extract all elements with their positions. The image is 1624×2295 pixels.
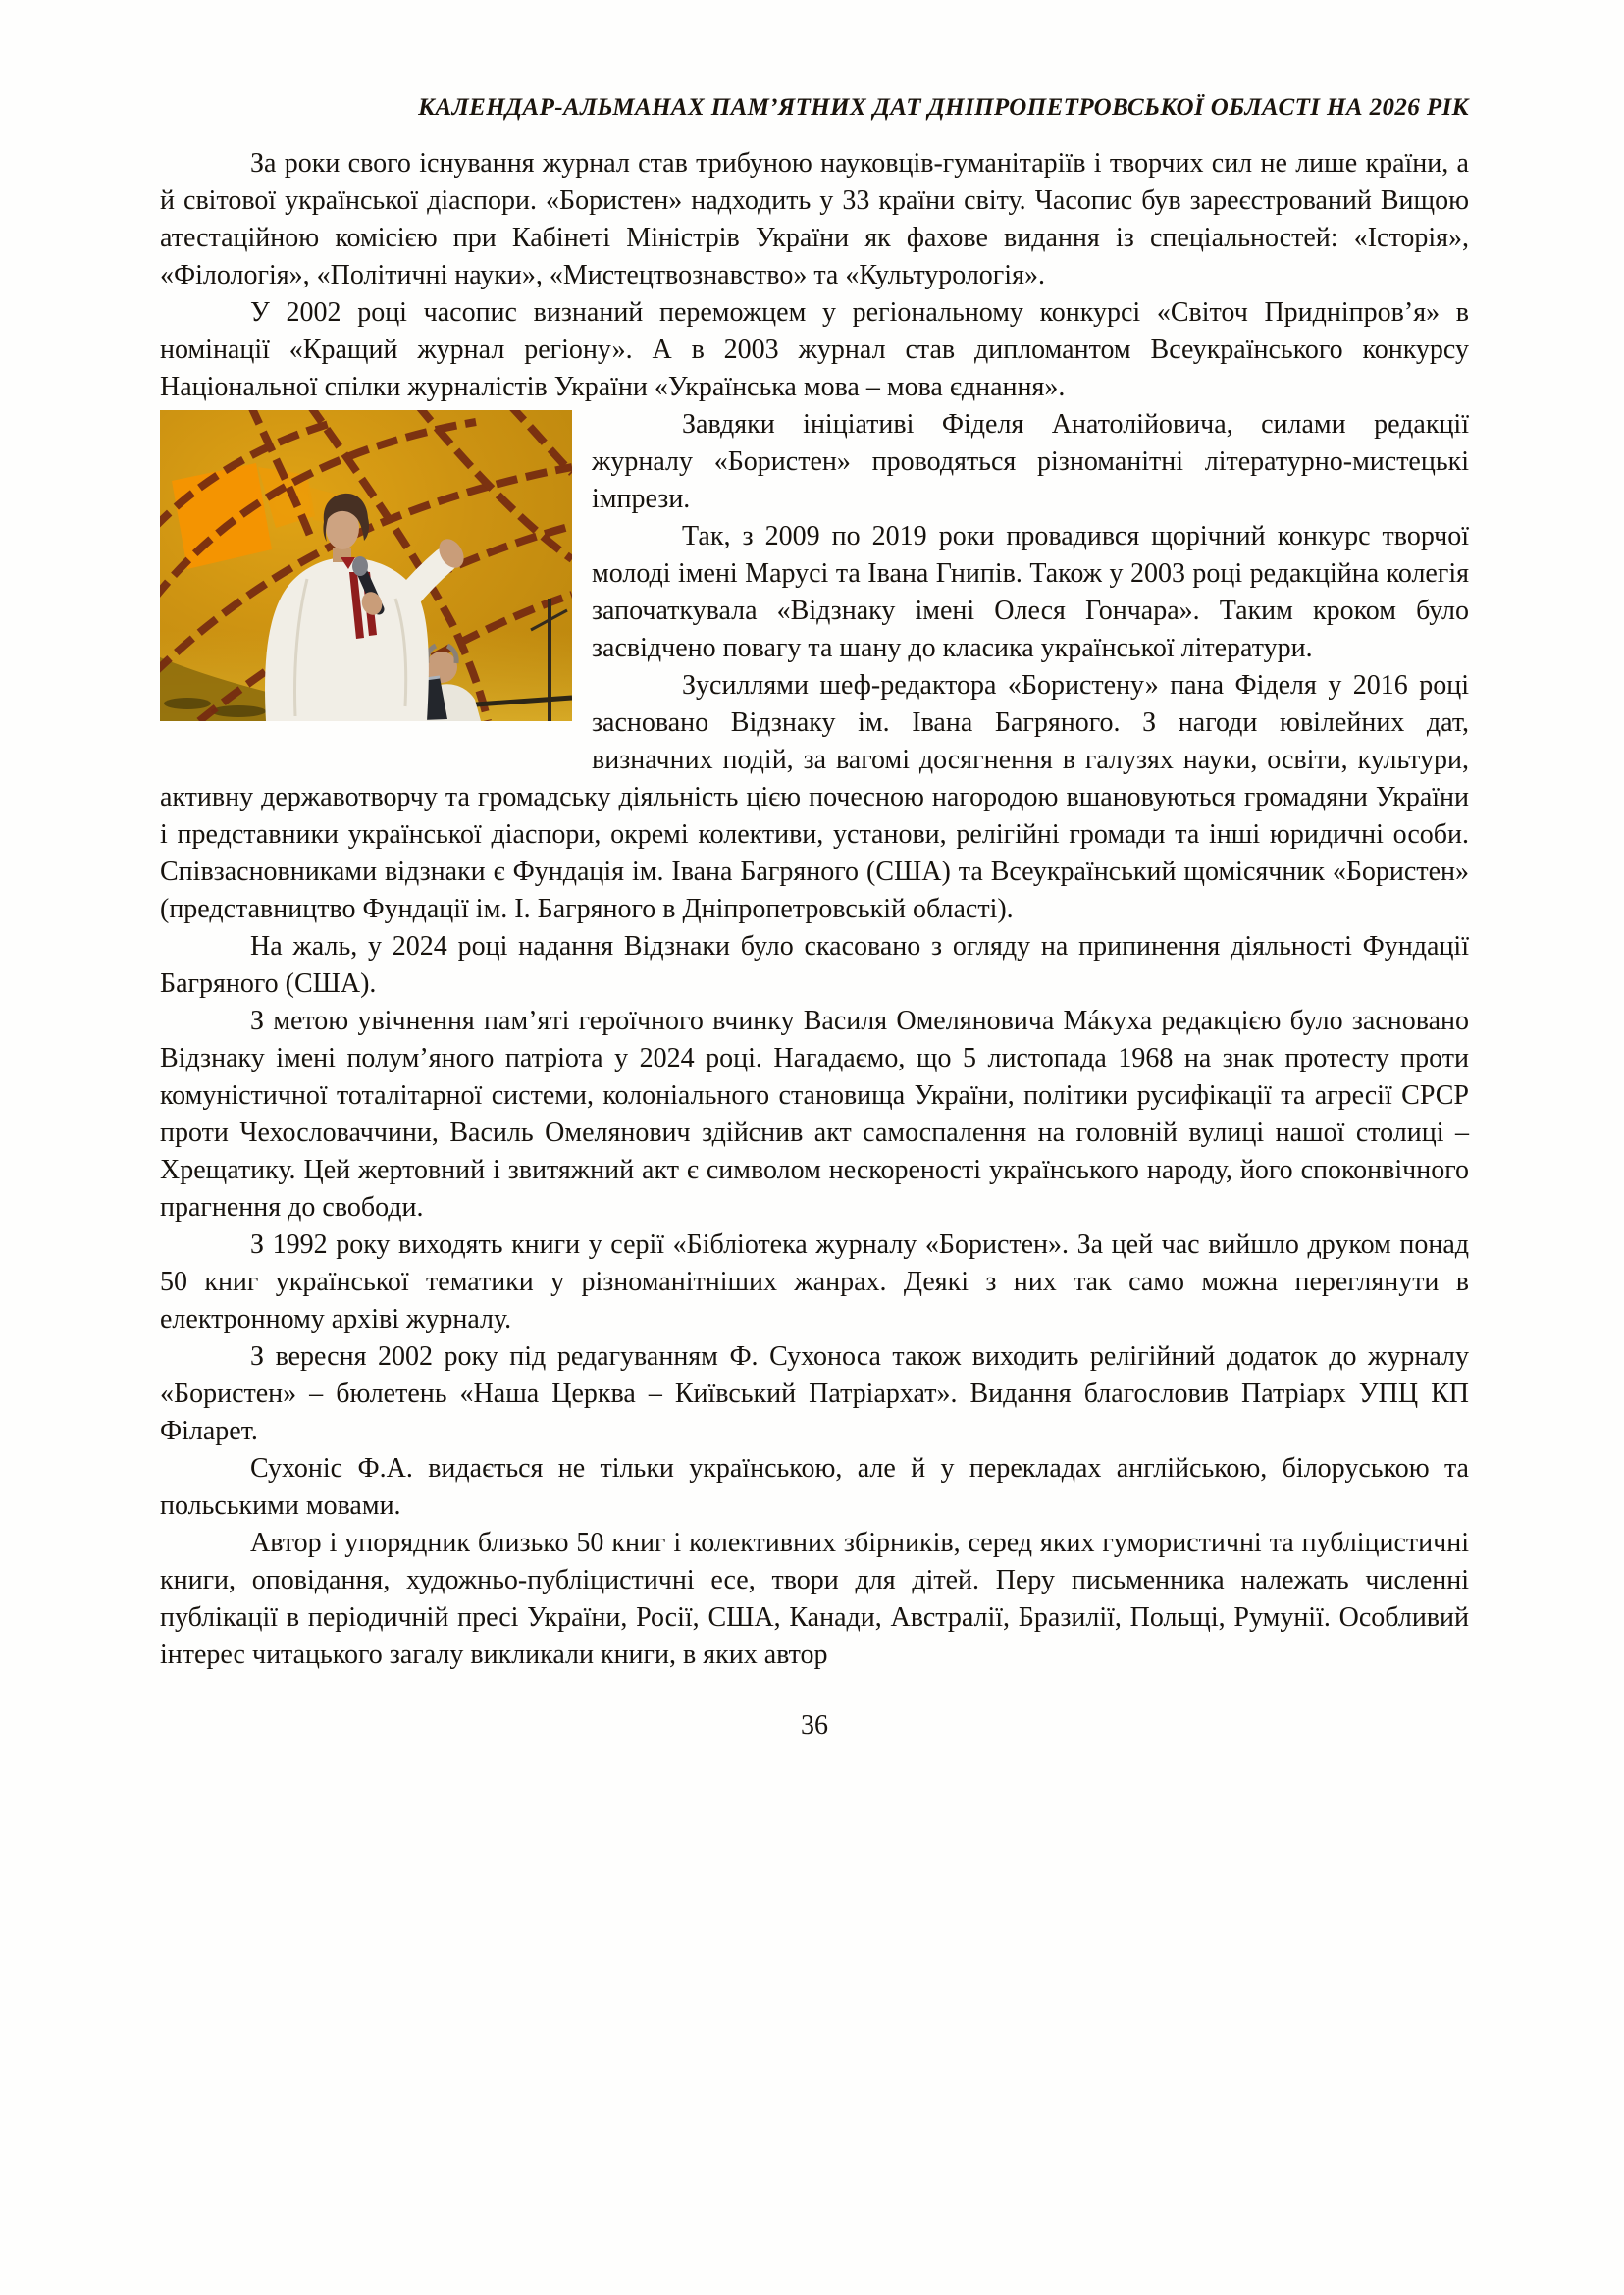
stage-photo-illustration — [160, 410, 572, 721]
paragraph: Зусиллями шеф-редактора «Бористену» пана Фіделя у 2016 році засновано Відзнаку ім. Івана Багряного. З нагоди ювілейних дат, визначних подій, за вагомі досягнення в галузях науки, освіти, культури, активну державотворчу та громадську діяльність цією почесною нагородою вшановуються громадяни України і представники української діаспори, окремі колективи, установи, релігійні громади та інші юридичні особи. Співзасновниками відзнаки є Фундація ім. Івана Багряного (США) та Всеукраїнський щомісячник «Бористен» (представництво Фундації ім. І. Багряного в Дніпропетровській області). — [160, 670, 1469, 924]
paragraph: За роки свого існування журнал став трибуною науковців-гуманітаріїв і творчих сил не лише країни, а й світової української діаспори. «Бористен» надходить у 33 країни світу. Часопис був зареєстрований Вищою атестаційною комісією при Кабінеті Міністрів України як фахове видання із спеціальностей: «Історія», «Філологія», «Політичні науки», «Мистецтвознавство» та «Культурологія». — [160, 148, 1469, 290]
paragraph: У 2002 році часопис визнаний переможцем у регіональному конкурсі «Світоч Придніпров’я» в номінації «Кращий журнал регіону». А в 2003 журнал став дипломантом Всеукраїнського конкурсу Національної спілки журналістів України «Українська мова – мова єднання». — [160, 297, 1469, 402]
paragraph: З 1992 року виходять книги у серії «Бібліотека журналу «Бористен». За цей час вийшло друком понад 50 книг української тематики у різноманітніших жанрах. Деякі з них так само можна переглянути в електронному архіві журналу. — [160, 1229, 1469, 1334]
paragraph: На жаль, у 2024 році надання Відзнаки було скасовано з огляду на припинення діяльності Фундації Багряного (США). — [160, 931, 1469, 999]
paragraph: З метою увічнення пам’яті героїчного вчинку Василя Омеляновича Мáкуха редакцією було засновано Відзнаку імені полум’яного патріота у 2024 році. Нагадаємо, що 5 листопада 1968 на знак протесту проти комуністичної тоталітарної системи, колоніального становища України, політики русифікації та агресії СРСР проти Чехословаччини, Василь Омелянович здійснив акт самоспалення на головній вулиці нашої столиці – Хрещатику. Цей жертовний і звитяжний акт є символом нескореності українського народу, його споконвічного прагнення до свободи. — [160, 1006, 1469, 1223]
paragraph: Сухоніс Ф.А. видається не тільки українською, але й у перекладах англійською, білоруською та польськими мовами. — [160, 1453, 1469, 1521]
paragraph: Так, з 2009 по 2019 роки провадився щорічний конкурс творчої молоді імені Марусі та Івана Гнипів. Також у 2003 році редакційна колегія започаткувала «Відзнаку імені Олеся Гончара». Таким кроком було засвідчено повагу та шану до класика української літератури. — [592, 521, 1469, 663]
article-body — [160, 145, 1469, 1674]
running-header: КАЛЕНДАР-АЛЬМАНАХ ПАМ’ЯТНИХ ДАТ ДНІПРОПЕТРОВСЬКОЇ ОБЛАСТІ НА 2026 РІК — [418, 94, 1469, 121]
event-photo — [160, 410, 572, 721]
paragraph: Автор і упорядник близько 50 книг і колективних збірників, серед яких гумористичні та публіцистичні книги, оповідання, художньо-публіцистичні есе, твори для дітей. Перу письменника належать численні публікації в періодичній пресі України, Росії, США, Канади, Австралії, Бразилії, Польщі, Румунії. Особливий інтерес читацького загалу викликали книги, в яких автор — [160, 1528, 1469, 1670]
paragraph: З вересня 2002 року під редагуванням Ф. Сухоноса також виходить релігійний додаток до журналу «Бористен» – бюлетень «Наша Церква – Київський Патріархат». Видання благословив Патріарх УПЦ КП Філарет. — [160, 1341, 1469, 1446]
paragraph: Завдяки ініціативі Фіделя Анатолійовича, силами редакції журналу «Бористен» проводяться різноманітні літературно-мистецькі імпрези. — [592, 409, 1469, 514]
page-number: 36 — [801, 1710, 828, 1741]
